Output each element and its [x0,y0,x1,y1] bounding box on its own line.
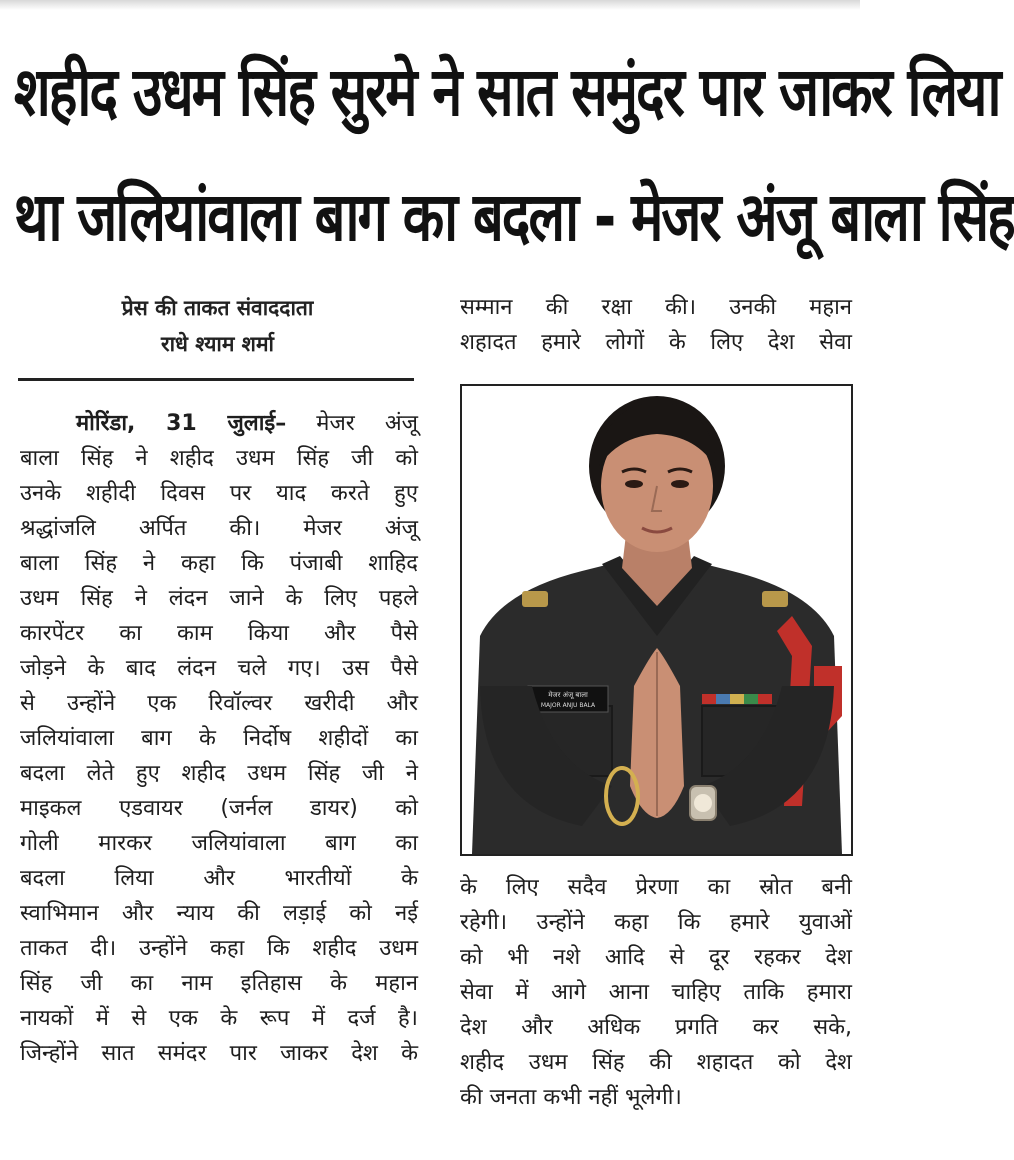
article-line: देश और अधिक प्रगति कर सके, [460,1015,852,1040]
article-line: श्रद्धांजलि अर्पित की। मेजर अंजू [20,516,418,541]
article-line: नायकों में से एक के रूप में दर्ज है। [20,1006,418,1031]
headline [14,30,1014,280]
dateline: मोरिंडा, 31 जुलाई– [76,411,287,436]
article-line [20,406,418,441]
byline-divider [18,378,414,381]
article-line: बाला सिंह ने शहीद उधम सिंह जी को [20,446,418,471]
article-line: सेवा में आगे आना चाहिए ताकि हमारा [460,980,852,1005]
article-line: शहीद उधम सिंह की शहादत को देश [460,1050,852,1075]
article-line: को भी नशे आदि से दूर रहकर देश [460,945,852,970]
article-line: स्वाभिमान और न्याय की लड़ाई को नई [20,901,418,926]
article-line: उधम सिंह ने लंदन जाने के लिए पहले [20,586,418,611]
headline-line-2: था जलियांवाला बाग का बदला - मेजर अंजू बाला सिंह [14,177,1014,257]
article-line: ताकत दी। उन्होंने कहा कि शहीद उधम [20,936,418,961]
article-line-text: मेजर अंजू [316,411,418,436]
article-right-column-bottom [460,870,852,1115]
article-line: बदला लेते हुए शहीद उधम सिंह जी ने [20,761,418,786]
article-line: माइकल एडवायर (जर्नल डायर) को [20,796,418,821]
article-line: से उन्होंने एक रिवॉल्वर खरीदी और [20,691,418,716]
article-line: सम्मान की रक्षा की। उनकी महान [460,295,852,320]
article-line: बाला सिंह ने कहा कि पंजाबी शाहिद [20,551,418,576]
article-line: शहादत हमारे लोगों के लिए देश सेवा [460,330,852,355]
name-tag-hindi: मेजर अंजू बाला [548,691,588,699]
article-left-column [20,406,418,1071]
article-right-column-top [460,290,852,360]
byline-publication: प्रेस की ताकत संवाददाता [121,296,314,320]
article-line: रहेगी। उन्होंने कहा कि हमारे युवाओं [460,910,852,935]
portrait-photo [460,384,853,856]
article-line: कारपेंटर का काम किया और पैसे [20,621,418,646]
article-line: सिंह जी का नाम इतिहास के महान [20,971,418,996]
name-tag-english: MAJOR ANJU BALA [540,702,596,709]
headline-line-1: शहीद उधम सिंह सुरमे ने सात समुंदर पार जाकर लिया [14,52,1000,132]
article-line: उनके शहीदी दिवस पर याद करते हुए [20,481,418,506]
article-line: की जनता कभी नहीं भूलेगी। [460,1085,682,1110]
portrait-illustration [462,386,851,854]
article-line: जोड़ने के बाद लंदन चले गए। उस पैसे [20,656,418,681]
article-line: के लिए सदैव प्रेरणा का स्रोत बनी [460,875,852,900]
article-line: जिन्होंने सात समंदर पार जाकर देश के [20,1041,418,1066]
byline [20,290,415,362]
article-line: गोली मारकर जलियांवाला बाग का [20,831,418,856]
top-page-edge [0,0,860,10]
article-line: बदला लिया और भारतीयों के [20,866,418,891]
byline-reporter: राधे श्याम शर्मा [161,332,274,356]
article-line: जलियांवाला बाग के निर्दोष शहीदों का [20,726,418,751]
